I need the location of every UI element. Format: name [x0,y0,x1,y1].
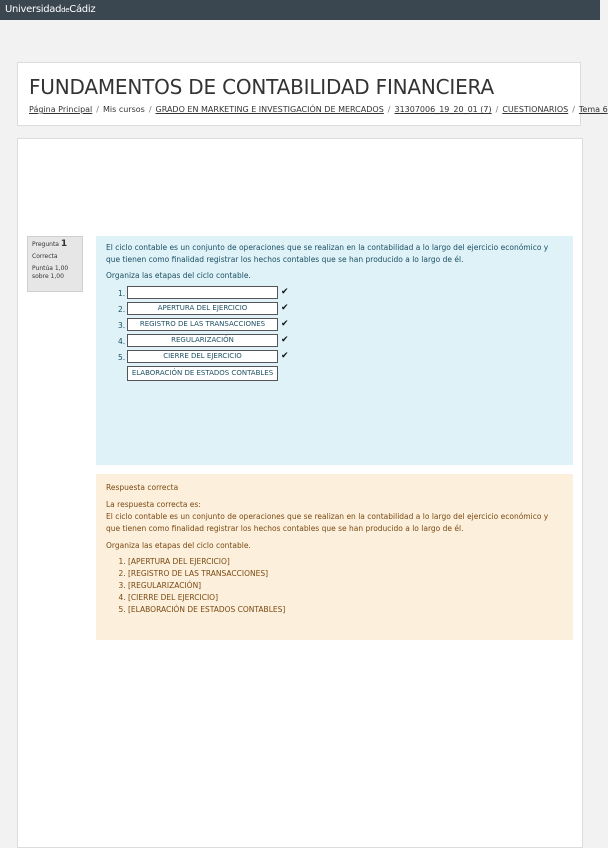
question-grade-1: Puntúa 1,00 [32,265,69,272]
list-item: 1. [APERTURA DEL EJERCICIO] [128,556,563,568]
list-item: 2. [REGISTRO DE LAS TRANSACCIONES] [128,568,563,580]
breadcrumb-separator: / [495,105,499,114]
draggable-option[interactable]: ELABORACIÓN DE ESTADOS CONTABLES [127,366,278,381]
feedback-status: Respuesta correcta [106,483,179,492]
answer-drop-box[interactable]: CIERRE DEL EJERCICIO [127,350,278,363]
feedback-instruction: Organiza las etapas del ciclo contable. [106,541,251,550]
correct-answer-intro: La respuesta correcta es: [106,500,201,509]
breadcrumb-home[interactable]: Página Principal [29,105,93,114]
list-item: 5. [ELABORACIÓN DE ESTADOS CONTABLES] [128,604,563,616]
breadcrumb-course[interactable]: 31307006_19_20_01 (7) [394,105,492,114]
list-item: 3. [REGULARIZACIÓN] [128,580,563,592]
question-instruction: Organiza las etapas del ciclo contable. [106,271,251,280]
breadcrumb-degree[interactable]: GRADO EN MARKETING E INVESTIGACIÓN DE MERCADOS [155,105,384,114]
feedback-text: El ciclo contable es un conjunto de operaciones que se realizan en la contabilidad a lo largo del ejercicio económico y que tienen como finalidad registrar los hechos contables que se han producido a lo largo de él. [106,512,549,533]
page-header [17,62,608,126]
list-item: 4. [CIERRE DEL EJERCICIO] [128,592,563,604]
feedback-panel [96,474,573,640]
breadcrumb-separator: / [387,105,391,114]
answer-drop-box[interactable]: REGULARIZACIÓN [127,334,278,347]
breadcrumb-quizzes[interactable]: CUESTIONARIOS [502,105,569,114]
question-info [27,236,83,292]
page-title: FUNDAMENTOS DE CONTABILIDAD FINANCIERA [29,75,494,99]
check-icon: ✔ [281,319,289,329]
answer-drop-box[interactable]: REGISTRO DE LAS TRANSACCIONES [127,318,278,331]
check-icon: ✔ [281,287,289,297]
check-icon: ✔ [281,303,289,313]
question-formulation: El ciclo contable es un conjunto de operaciones que se realizan en la contabilidad a lo largo del ejercicio económico y que tienen como finalidad registrar los hechos contables que se han producido a lo largo de él. Organiza las etapas del ciclo contable. 1. ✔ 2. APERTURA DEL EJERCICIO ✔ 3. REGISTRO DE LAS TRANSACCIONES ✔ 4. REGULARIZACIÓN ✔ 5. CIERRE DEL EJERCICIO ✔ ELABORACIÓN DE ESTADOS CONTABLES [96,236,573,465]
breadcrumb-my-courses: Mis cursos [102,105,145,114]
question-text: El ciclo contable es un conjunto de operaciones que se realizan en la contabilidad a lo largo del ejercicio económico y que tienen como finalidad registrar los hechos contables que se han producido a lo largo de él. [106,243,549,264]
correct-order-list [106,556,563,616]
breadcrumb-separator: / [572,105,575,114]
answer-drop-box[interactable]: APERTURA DEL EJERCICIO [127,302,278,315]
question-label: Pregunta [32,241,59,248]
site-logo[interactable]: UniversidaddeCádiz [5,4,96,15]
question-state: Correcta [32,253,58,260]
top-navbar [0,0,600,20]
breadcrumb-separator: / [148,105,152,114]
question-number: 1 [60,239,68,249]
check-icon: ✔ [281,335,289,345]
question-grade-2: sobre 1,00 [32,273,64,280]
answer-drop-box[interactable] [127,286,278,299]
breadcrumb-topic[interactable]: Tema 6 [578,105,608,114]
check-icon: ✔ [281,351,289,361]
breadcrumb-separator: / [96,105,99,114]
breadcrumb [29,105,608,114]
